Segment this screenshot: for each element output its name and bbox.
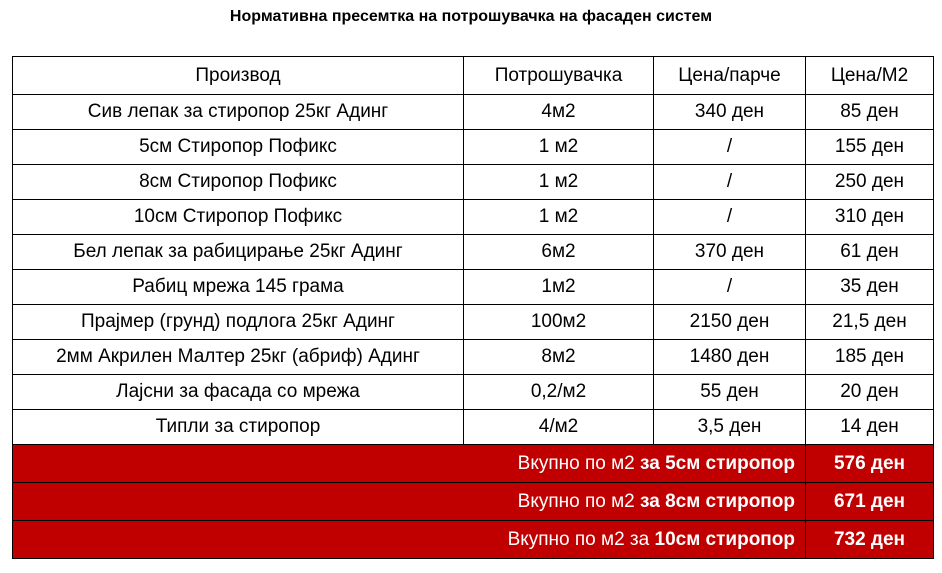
total-label-bold: 10см стиропор <box>654 528 795 550</box>
price-per-m2-cell: 155 ден <box>806 130 934 165</box>
table-row <box>13 165 934 200</box>
header-price-per-piece: Цена/парче <box>654 57 806 95</box>
product-cell: Рабиц мрежа 145 грама <box>13 270 464 305</box>
total-row-8cm <box>13 483 934 521</box>
price-per-piece-cell: 340 ден <box>654 95 806 130</box>
total-label <box>13 521 806 559</box>
price-per-piece-cell: 55 ден <box>654 375 806 410</box>
price-per-m2-cell: 21,5 ден <box>806 305 934 340</box>
price-per-m2-cell: 14 ден <box>806 410 934 445</box>
table-row <box>13 130 934 165</box>
consumption-cell: 8м2 <box>464 340 654 375</box>
total-label <box>13 445 806 483</box>
consumption-cell: 1м2 <box>464 270 654 305</box>
price-per-piece-cell: / <box>654 130 806 165</box>
header-product: Производ <box>13 57 464 95</box>
price-per-piece-cell: / <box>654 270 806 305</box>
total-label <box>13 483 806 521</box>
total-row-10cm <box>13 521 934 559</box>
product-cell: 5см Стиропор Пофикс <box>13 130 464 165</box>
table-row <box>13 270 934 305</box>
table-row <box>13 410 934 445</box>
header-price-per-m2: Цена/М2 <box>806 57 934 95</box>
total-label-bold: за 5см стиропор <box>640 452 795 474</box>
product-cell: Сив лепак за стиропор 25кг Адинг <box>13 95 464 130</box>
price-per-piece-cell: / <box>654 165 806 200</box>
consumption-cell: 1 м2 <box>464 200 654 235</box>
total-value: 732 ден <box>806 521 934 559</box>
product-cell: 2мм Акрилен Малтер 25кг (абриф) Адинг <box>13 340 464 375</box>
product-cell: Прајмер (грунд) подлога 25кг Адинг <box>13 305 464 340</box>
consumption-cell: 4/м2 <box>464 410 654 445</box>
price-per-m2-cell: 61 ден <box>806 235 934 270</box>
total-label-prefix: Вкупно по м2 <box>517 452 641 474</box>
page-title: Нормативна пресемтка на потрошувачка на фасаден систем <box>229 8 713 25</box>
price-per-piece-cell: 2150 ден <box>654 305 806 340</box>
table-row <box>13 340 934 375</box>
total-label-bold: за 8см стиропор <box>640 490 795 512</box>
product-cell: 10см Стиропор Пофикс <box>13 200 464 235</box>
price-per-m2-cell: 310 ден <box>806 200 934 235</box>
price-per-m2-cell: 250 ден <box>806 165 934 200</box>
price-per-piece-cell: 1480 ден <box>654 340 806 375</box>
table-row <box>13 95 934 130</box>
price-per-m2-cell: 85 ден <box>806 95 934 130</box>
consumption-cell: 1 м2 <box>464 165 654 200</box>
table-row <box>13 375 934 410</box>
consumption-table <box>12 56 934 559</box>
total-label-prefix: Вкупно по м2 <box>517 490 641 512</box>
table-row <box>13 200 934 235</box>
price-per-m2-cell: 35 ден <box>806 270 934 305</box>
price-per-piece-cell: / <box>654 200 806 235</box>
total-value: 671 ден <box>806 483 934 521</box>
table-row <box>13 235 934 270</box>
consumption-cell: 100м2 <box>464 305 654 340</box>
table-row <box>13 305 934 340</box>
consumption-cell: 1 м2 <box>464 130 654 165</box>
consumption-cell: 0,2/м2 <box>464 375 654 410</box>
product-cell: Лајсни за фасада со мрежа <box>13 375 464 410</box>
product-cell: Типли за стиропор <box>13 410 464 445</box>
total-value: 576 ден <box>806 445 934 483</box>
header-consumption: Потрошувачка <box>464 57 654 95</box>
total-label-prefix: Вкупно по м2 за <box>507 528 655 550</box>
product-cell: 8см Стиропор Пофикс <box>13 165 464 200</box>
total-row-5cm <box>13 445 934 483</box>
price-per-piece-cell: 370 ден <box>654 235 806 270</box>
consumption-cell: 6м2 <box>464 235 654 270</box>
product-cell: Бел лепак за рабицирање 25кг Адинг <box>13 235 464 270</box>
price-per-m2-cell: 185 ден <box>806 340 934 375</box>
price-per-piece-cell: 3,5 ден <box>654 410 806 445</box>
consumption-cell: 4м2 <box>464 95 654 130</box>
header-row <box>13 57 934 95</box>
price-per-m2-cell: 20 ден <box>806 375 934 410</box>
